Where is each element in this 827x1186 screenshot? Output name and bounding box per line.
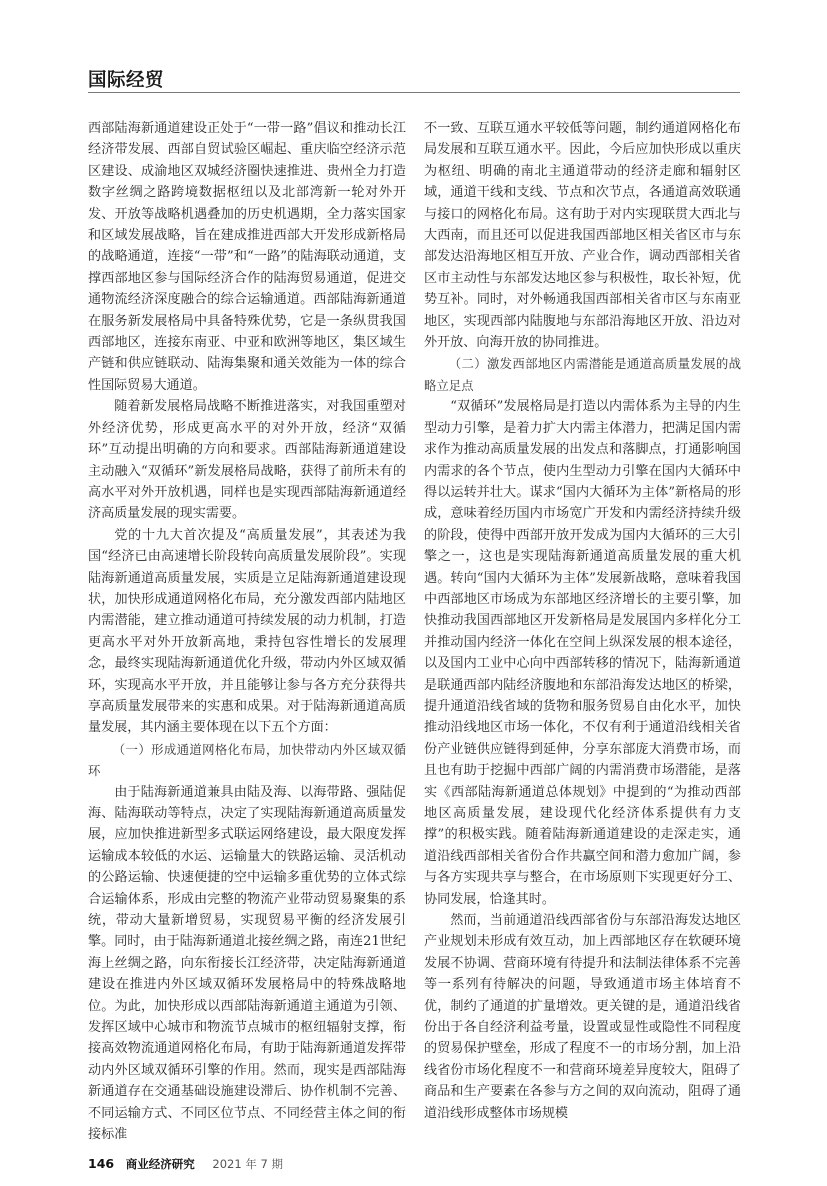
paragraph: 由于陆海新通道兼具由陆及海、以海带路、强陆促海、陆海联动等特点，决定了实现陆海新通道高质量发展，应加快推进新型多式联运网络建设，最大限度发挥运输成本较低的水运、运输量大的铁路运输、灵活机动的公路运输、快速便捷的空中运输多重优势的立体式综合运输体系，形成由完整的物流产业带动贸易聚集的系统，带动大量新增贸易，实现贸易平衡的经济发展引擎。同时，由于陆海新通道北接丝绸之路，南连21世纪海上丝绸之路，向东衔接长江经济带，决定陆海新通道建设在推进内外区域双循环发展格局中的特殊战略地位。为此，加快形成以西部陆海新通道主通道为引领、发挥区域中心城市和物流节点城市的枢纽辐射支撑，衔接高效物流通道网格化布局，有助于陆海新通道发挥带动内外区域双循环引擎的作用。然而，现实是西部陆海新通道存在交通基础设施建设滞后、协作机制不完善、不同运输方式、不同区位节点、不同经营主体之间的衔接标准: [88, 784, 406, 1143]
issue-label: 2021 年 7 期: [212, 1157, 283, 1171]
page-footer: [88, 1156, 283, 1172]
journal-name: 商业经济研究: [125, 1157, 195, 1171]
right-column: [424, 118, 741, 1124]
paragraph: 党的十九大首次提及“高质量发展”，其表述为我国“经济已由高速增长阶段转向高质量发展阶段”。实现陆海新通道高质量发展，实质是立足陆海新通道建设现状，加快形成通道网格化布局，充分激发西部内陆地区内需潜能，建立推动通道可持续发展的动力机制，打造更高水平对外开放新高地，秉持包容性增长的发展理念，最终实现陆海新通道优化升级，带动内外区域双循环，实现高水平开放，并且能够让参与各方充分获得共享高质量发展带来的实惠和成果。对于陆海新通道高质量发展，其内涵主要体现在以下五个方面：: [88, 527, 406, 736]
section-title: 国际经贸: [88, 70, 165, 91]
page-number: 146: [88, 1156, 115, 1171]
paragraph: 西部陆海新通道建设正处于“一带一路”倡议和推动长江经济带发展、西部自贸试验区崛起、重庆临空经济示范区建设、成渝地区双城经济圈快速推进、贵州全力打造数字丝绸之路跨境数据枢纽以及北部湾新一轮对外开发、开放等战略机遇叠加的历史机遇期，全力落实国家和区域发展战略，旨在建成推进西部大开发形成新格局的战略通道，连接“一带”和“一路”的陆海联动通道，支撑西部地区参与国际经济合作的陆海贸易通道，促进交通物流经济深度融合的综合运输通道。西部陆海新通道在服务新发展格局中具备特殊优势，它是一条纵贯我国西部地区，连接东南亚、中亚和欧洲等地区，集区域生产链和供应链联动、陆海集聚和通关效能为一体的综合性国际贸易大通道。: [88, 121, 406, 393]
paragraph: 不一致、互联互通水平较低等问题，制约通道网格化布局发展和互联互通水平。因此，今后应加快形成以重庆为枢纽、明确的南北主通道带动的经济走廊和辐射区域，通道干线和支线、节点和次节点，各通道高效联通与接口的网格化布局。这有助于对内实现联贯大西北与大西南，而且还可以促进我国西部地区相关省区市与东部发达沿海地区相互开放、产业合作，调动西部相关省区市主动性与东部发达地区参与积极性，取长补短，优势互补。同时，对外畅通我国西部相关省市区与东南亚地区，实现西部内陆腹地与东部沿海地区开放、沿边对外开放、向海开放的协同推进。: [424, 121, 741, 351]
left-column: [88, 118, 406, 1146]
subsection-heading: （一）形成通道网格化布局，加快带动内外区域双循环: [88, 741, 406, 779]
paragraph: 随着新发展格局战略不断推进落实，对我国重塑对外经济优势，形成更高水平的对外开放，经济“双循环”互动提出明确的方向和要求。西部陆海新通道建设主动融入“双循环”新发展格局战略，获得了前所未有的高水平对外开放机遇，同样也是实现西部陆海新通道经济高质量发展的现实需要。: [88, 399, 406, 522]
paragraph: “双循环”发展格局是打造以内需体系为主导的内生型动力引擎，是着力扩大内需主体潜力，把满足国内需求作为推动高质量发展的出发点和落脚点，打通影响国内需求的各个节点，使内生型动力引擎在国内大循环中得以运转并壮大。谋求“国内大循环为主体”新格局的形成，意味着经历国内市场宽广开发和内需经济持续升级的阶段，使得中西部开放开发成为国内大循环的三大引擎之一，这也是实现陆海新通道高质量发展的重大机遇。转向“国内大循环为主体”发展新战略，意味着我国中西部地区市场成为东部地区经济增长的主要引擎，加快推动我国西部地区开发新格局是发展国内多样化分工并推动国内经济一体化在空间上纵深发展的根本途径，以及国内工业中心向中西部转移的情况下，陆海新通道是联通西部内陆经济腹地和东部沿海发达地区的桥梁，提升通道沿线省域的货物和服务贸易自由化水平，加快推动沿线地区市场一体化，不仅有利于通道沿线相关省份产业链供应链得到延伸，分享东部庞大消费市场，而且也有助于挖掘中西部广阔的内需消费市场潜能，是落实《西部陆海新通道总体规划》中提到的“为推动西部地区高质量发展，建设现代化经济体系提供有力支撑”的积极实践。随着陆海新通道建设的走深走实，通道沿线西部相关省份合作共赢空间和潜力愈加广阔，参与各方实现共享与整合，在市场原则下实现更好分工、协同发展，恰逢其时。: [424, 399, 741, 907]
header-divider: [88, 92, 740, 93]
paragraph: 然而，当前通道沿线西部省份与东部沿海发达地区产业规划未形成有效互动，加上西部地区存在软硬环境发展不协调、营商环境有待提升和法制法律体系不完善等一系列有待解决的问题，导致通道市场主体培育不优，制约了通道的扩量增效。更关键的是，通道沿线省份出于各自经济利益考量，设置或显性或隐性不同程度的贸易保护壁垒，形成了程度不一的市场分割，加上沿线省份市场化程度不一和营商环境差异度较大，阻碍了商品和生产要素在各参与方之间的双向流动，阻碍了通道沿线形成整体市场规模: [424, 913, 741, 1121]
subsection-heading: （二）激发西部地区内需潜能是通道高质量发展的战略立足点: [424, 356, 741, 393]
